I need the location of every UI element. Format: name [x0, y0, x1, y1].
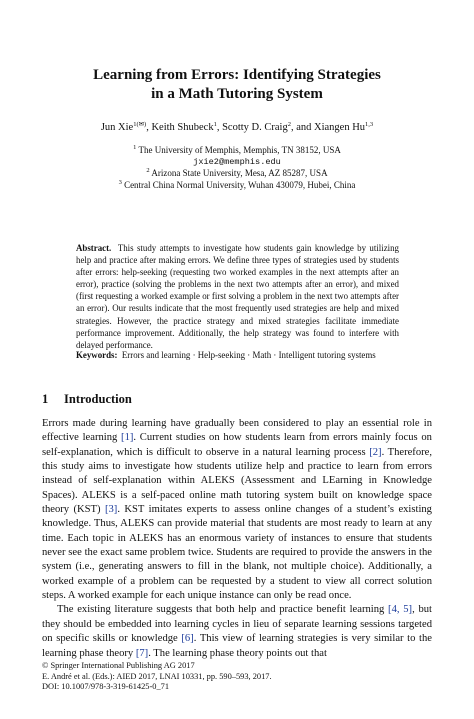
author-name: , Scotty D. Craig [216, 122, 288, 133]
paragraph-1: Errors made during learning have gradually been considered to play an essential role in effective learning [1]. Current studies on how students learn from errors mainly focus on self-explanation, which is difficult to observe in a natural learning process [2]. Therefore, this study aims to investigate how students utilize help and practice to learn from errors instead of self-explanation within ALEKS (Assessment and LEarning in Knowledge Spaces). ALEKS is a self-paced online math tutoring system built on knowledge space theory (KST) [3]. KST imitates experts to assess online changes of a student’s existing knowledge. Thus, ALEKS can provide material that students are most ready to learn at any time. Each topic in ALEKS has an enormous variety of instances to ensure that students never see the exact same problem twice. Students are required to provide the answers in the system (i.e., generating answers to fill in the blank, not multiple choice). Additionally, a worked example of a problem can be requested by a student to view all correct solution steps. A worked example for each unique instance can only be read once. [42, 418, 433, 602]
footer-notice [42, 661, 432, 693]
section-number: 1 [42, 392, 49, 406]
citation-link[interactable]: [7] [135, 647, 149, 659]
keywords-label: Keywords: [76, 350, 118, 360]
section-heading [42, 391, 432, 407]
body-text [42, 417, 432, 661]
affiliation-2: $^2$ Arizona State University, Mesa, AZ 85287, USA [146, 167, 328, 179]
affiliation-3: $^3$ Central China Normal University, Wuhan 430079, Hubei, China [118, 178, 356, 190]
copyright-line: © Springer International Publishing AG 2017 [42, 661, 195, 670]
author-affiliation-mark: 1(✉) [133, 121, 147, 128]
abstract-label: Abstract. [76, 243, 112, 253]
citation-link[interactable]: [1] [121, 432, 134, 444]
title-line-1: Learning from Errors: Identifying Strategies [93, 67, 381, 83]
author-affiliation-mark: 1,3 [365, 121, 374, 128]
author-name: , and Xiangen Hu [290, 122, 366, 133]
abstract-text: This study attempts to investigate how students gain knowledge by utilizing help and practice after making errors. We define three types of strategies used by students after errors: help-seeking (requesting two worked examples in the next attempts after an error), practice (solving the problems in the next two attempts after an error), and mixed (first requesting a worked example or first solving a problem in the next two attempts after an error). Our results indicate that the most frequently used strategies are help and mixed strategies. However, the practice strategy and mixed strategies facilitate immediate performance improvement. Additionally, the help strategy was found to interfere with delayed performance. [76, 243, 399, 350]
paper-title [40, 66, 434, 104]
citation-link[interactable]: [2] [369, 446, 382, 458]
paragraph-2: The existing literature suggests that both help and practice benefit learning [4, 5], but they should be embedded into learning cycles in lieu of separate learning sessions targeted on specific skills or knowledge [6]. This view of learning strategies is very similar to the learning phase theory [7]. The learning phase theory points out that [42, 604, 432, 659]
keywords-text: Errors and learning · Help-seeking · Math · Intelligent tutoring systems [121, 350, 376, 360]
title-line-2: in a Math Tutoring System [151, 86, 323, 102]
citation-link[interactable]: [3] [104, 504, 118, 516]
author-affiliation-mark: 2 [287, 121, 291, 128]
citation-link[interactable]: [4, 5] [388, 604, 413, 616]
doi-line[interactable]: DOI: 10.1007/978-3-319-61425-0_71 [42, 682, 170, 692]
affiliations [40, 145, 434, 191]
author-name: Jun Xie [100, 122, 134, 133]
author-affiliation-mark: 1 [213, 121, 217, 128]
author-email[interactable]: jxie2@memphis.edu [193, 156, 281, 167]
section-title: Introduction [64, 392, 132, 406]
citation-link[interactable]: [6] [181, 633, 194, 645]
author-list [40, 121, 434, 135]
keywords [76, 349, 399, 361]
proceedings-line: E. André et al. (Eds.): AIED 2017, LNAI 10331, pp. 590–593, 2017. [42, 671, 272, 681]
author-name: , Keith Shubeck [146, 122, 214, 133]
abstract [76, 242, 399, 351]
affiliation-1: $^1$ The University of Memphis, Memphis, TN 38152, USA [133, 144, 341, 155]
